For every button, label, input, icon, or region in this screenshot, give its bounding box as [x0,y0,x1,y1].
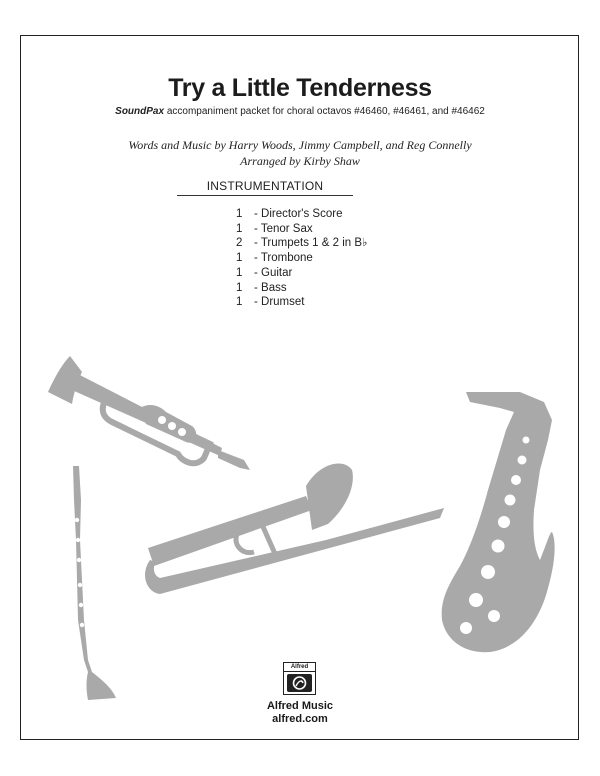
item-name: Bass [261,281,287,294]
footer-brand: Alfred Music [266,700,333,712]
item-name: Guitar [261,266,293,279]
item-name: Trombone [260,252,313,265]
item-sep: - [254,266,262,279]
subtitle-text: accompaniment packet for choral octavos #46460, #46461, and #46462 [164,106,485,117]
instrumentation-heading: INSTRUMENTATION [206,179,324,193]
item-qty: 1 [236,266,243,279]
item-sep: - [254,222,261,235]
subtitle-brand: SoundPax [115,106,165,117]
logo-mark-icon [287,674,312,692]
item-sep: - [254,208,262,220]
trumpet-icon [48,356,250,470]
item-qty: 1 [236,208,243,220]
item-qty: 1 [236,222,243,235]
footer-url[interactable]: alfred.com [272,713,328,725]
trombone-icon [145,463,444,594]
clarinet-icon [73,466,116,700]
item-qty: 1 [236,252,243,265]
item-qty: 1 [236,296,243,309]
item-qty: 1 [236,281,243,294]
item-sep: - [254,237,261,250]
item-sep: - [254,296,262,309]
item-qty: 2 [236,237,243,250]
saxophone-icon [442,392,555,652]
item-sep: - [254,281,262,294]
logo-label: Alfred [284,663,315,672]
item-name: Trumpets 1 & 2 in B♭ [260,237,368,250]
item-name: Drumset [261,296,305,309]
item-name: Director's Score [261,208,343,220]
item-name: Tenor Sax [260,222,313,235]
alfred-logo [283,662,316,695]
words-music-credit: Words and Music by Harry Woods, Jimmy Campbell, and Reg Connelly [128,138,472,152]
item-sep: - [254,252,261,265]
arranger-credit: Arranged by Kirby Shaw [240,154,360,168]
page-title: Try a Little Tenderness [168,74,432,102]
